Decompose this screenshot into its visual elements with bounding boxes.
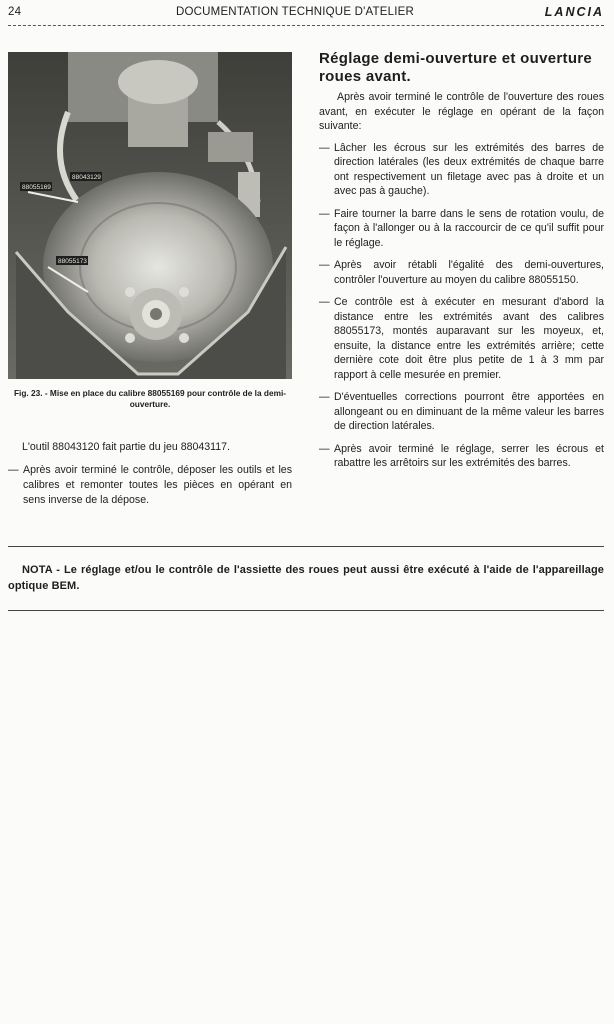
list-item: — Faire tourner la barre dans le sens de rotation voulu, de façon à l'allonger ou à la raccourcir de ce qu'il suffit pour le réglage. <box>319 207 604 249</box>
figure-label-2: 88043129 <box>72 174 101 181</box>
tool-note: L'outil 88043120 fait partie du jeu 88043117. <box>22 441 230 453</box>
brand-logo: LANCIA <box>544 5 604 19</box>
dash-marker: — <box>319 296 330 308</box>
intro-paragraph: Après avoir terminé le contrôle de l'ouverture des roues avant, en exécuter le réglage en opérant de la façon suivante: <box>319 91 604 132</box>
right-column <box>319 50 604 479</box>
dash-marker: — <box>319 442 330 455</box>
dash-marker: — <box>319 259 330 271</box>
dash-marker: — <box>319 207 330 220</box>
list-item: — Après avoir terminé le contrôle, déposer les outils et les calibres et remonter toutes les pièces en opérant en sens inverse de la dépose. <box>8 464 292 506</box>
note-text: NOTA - Le réglage et/ou le contrôle de l'assiette des roues peut aussi être exécuté à l'aide de l'appareillage optique BEM. <box>8 564 604 592</box>
note-rule-bottom <box>8 610 604 611</box>
figure-label-3: 88055173 <box>58 258 87 265</box>
left-column <box>8 440 292 516</box>
dash-marker: — <box>8 464 19 476</box>
dash-marker: — <box>319 141 330 154</box>
dash-marker: — <box>319 391 330 403</box>
list-item: — D'éventuelles corrections pourront être apportées en allongeant ou en diminuant de la même valeur les barres de direction latérales. <box>319 391 604 432</box>
list-item: — Ce contrôle est à exécuter en mesurant d'abord la distance entre les extrémités avant des calibres 88055173, montés auparavant sur les moyeux, et, ensuite, la distance entre les extrémités arrière; cette dernière cote doit être plus petite de 1 à 3 mm par rapport à celle mesurée en premier. <box>319 296 604 381</box>
header-rule <box>8 25 604 26</box>
running-title: DOCUMENTATION TECHNIQUE D'ATELIER <box>176 6 414 18</box>
list-item: — Après avoir rétabli l'égalité des demi-ouvertures, contrôler l'ouverture au moyen du calibre 88055150. <box>319 259 604 286</box>
figure-photo <box>8 52 292 379</box>
page-header <box>8 6 604 22</box>
note-rule-top <box>8 546 604 547</box>
section-heading: Réglage demi-ouverture et ouverture roues avant. <box>319 50 593 85</box>
list-item: — Après avoir terminé le réglage, serrer les écrous et rabattre les arrêtoirs sur les extrémités des barres. <box>319 442 604 469</box>
list-item: — Lâcher les écrous sur les extrémités des barres de direction latérales (les deux extrémités de chaque barre ont respectivement un filetage avec pas à droite et un avec pas à gauche). <box>319 141 604 197</box>
wheel-hub-illustration <box>8 52 292 379</box>
page-number: 24 <box>8 6 22 18</box>
figure-label-1: 88055169 <box>22 184 51 191</box>
figure-caption: Fig. 23. - Mise en place du calibre 88055169 pour contrôle de la demi-ouverture. <box>13 388 287 409</box>
